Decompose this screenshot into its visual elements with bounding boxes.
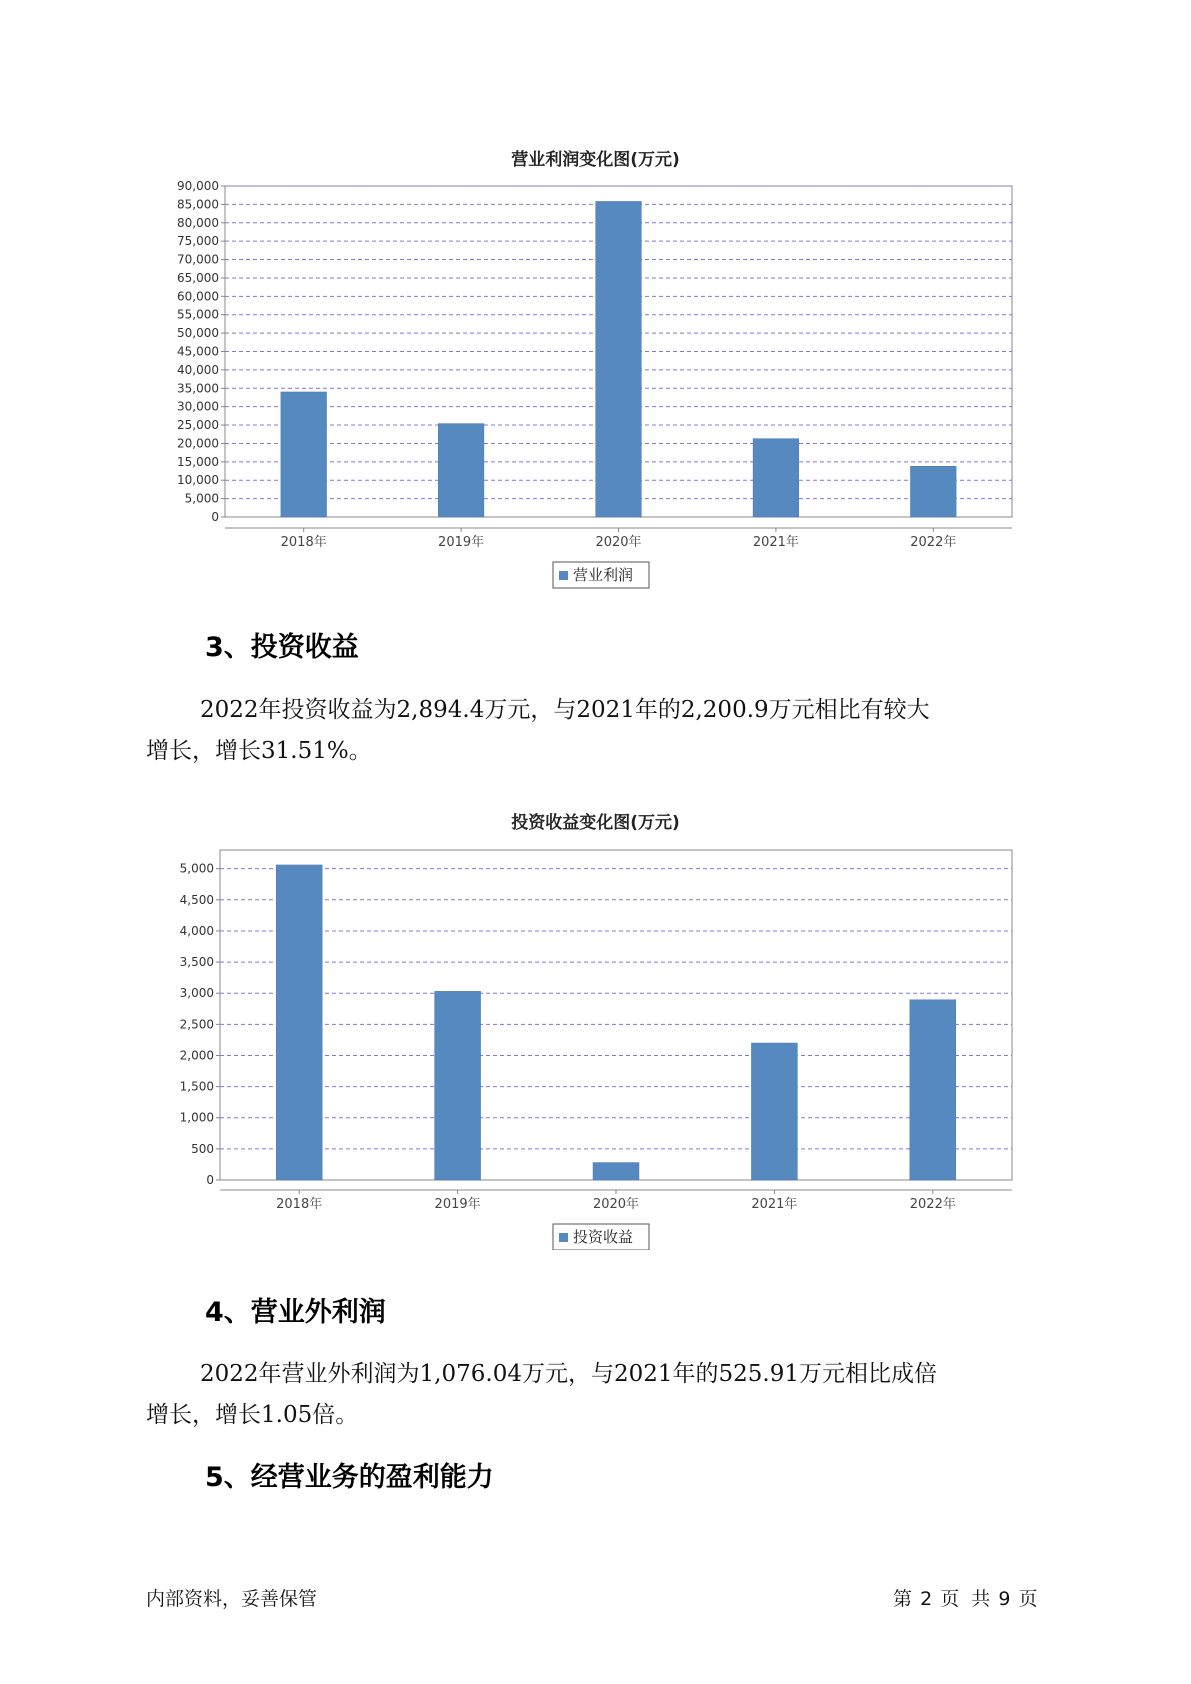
investment-income-chart: [0, 840, 1191, 1250]
y-tick-label: 55,000: [177, 307, 219, 322]
y-tick-label: 5,000: [184, 491, 219, 506]
y-tick-label: 4,000: [179, 923, 214, 938]
operating-profit-chart: [0, 170, 1191, 590]
legend-swatch: [559, 571, 568, 580]
paragraph-investment-income: [146, 690, 1051, 772]
bar-2018年: [281, 392, 327, 517]
y-tick-label: 10,000: [177, 473, 219, 488]
y-tick-label: 70,000: [177, 252, 219, 267]
y-tick-label: 50,000: [177, 326, 219, 341]
y-tick-label: 80,000: [177, 215, 219, 230]
legend-label: 投资收益: [573, 1228, 634, 1246]
section-heading-profitability: 5、经营业务的盈利能力: [205, 1462, 494, 1493]
bar-2021年: [753, 439, 799, 517]
y-tick-label: 15,000: [177, 454, 219, 469]
section-heading-non-operating-profit: 4、营业外利润: [205, 1297, 386, 1328]
paragraph-line: 增长，增长1.05倍。: [146, 1402, 359, 1428]
bar-2020年: [593, 1163, 639, 1180]
page-label-suffix: 页: [1018, 1588, 1038, 1610]
section-heading-investment-income: 3、投资收益: [205, 632, 359, 663]
bar-2022年: [910, 1000, 956, 1180]
chart-title-operating-profit: 营业利润变化图(万元): [511, 150, 680, 170]
y-tick-label: 60,000: [177, 289, 219, 304]
chart-title-investment-income: 投资收益变化图(万元): [511, 813, 680, 833]
x-tick-label: 2020年: [592, 1197, 640, 1212]
y-tick-label: 1,500: [179, 1079, 214, 1094]
y-tick-label: 20,000: [177, 436, 219, 451]
y-tick-label: 4,500: [179, 892, 214, 907]
bar-2022年: [910, 466, 956, 517]
y-tick-label: 40,000: [177, 362, 219, 377]
x-tick-label: 2022年: [909, 1197, 956, 1212]
x-tick-label: 2019年: [434, 1197, 481, 1212]
y-tick-label: 75,000: [177, 234, 219, 249]
x-tick-label: 2020年: [595, 535, 642, 550]
x-tick-label: 2018年: [280, 535, 327, 550]
paragraph-line: 2022年营业外利润为1,076.04万元，与2021年的525.91万元相比成倍: [200, 1361, 937, 1387]
y-tick-label: 0: [206, 1173, 214, 1187]
page-current: 2: [920, 1588, 933, 1610]
x-tick-label: 2021年: [751, 1197, 798, 1212]
y-tick-label: 85,000: [177, 197, 219, 212]
bar-2019年: [438, 424, 484, 517]
bar-2019年: [435, 991, 481, 1180]
y-tick-label: 3,500: [179, 955, 214, 970]
footer-confidential-note: 内部资料，妥善保管: [146, 1588, 318, 1610]
y-tick-label: 35,000: [177, 381, 219, 396]
paragraph-non-operating-profit: [146, 1354, 1051, 1436]
bar-2018年: [276, 865, 322, 1180]
x-tick-label: 2019年: [438, 535, 485, 550]
paragraph-line: 2022年投资收益为2,894.4万元，与2021年的2,200.9万元相比有较大: [200, 697, 930, 723]
y-tick-label: 2,000: [179, 1048, 214, 1063]
y-tick-label: 3,000: [179, 986, 214, 1001]
y-tick-label: 500: [191, 1141, 214, 1156]
footer-page-number: [893, 1584, 1040, 1611]
x-tick-label: 2018年: [276, 1197, 323, 1212]
x-tick-label: 2022年: [910, 535, 957, 550]
legend-label: 营业利润: [573, 566, 634, 584]
y-tick-label: 0: [211, 510, 219, 524]
y-tick-label: 65,000: [177, 270, 219, 285]
paragraph-line: 增长，增长31.51%。: [146, 738, 372, 764]
y-tick-label: 90,000: [177, 179, 219, 193]
page-label-mid: 页 共: [940, 1588, 991, 1610]
legend-swatch: [559, 1233, 568, 1242]
page-label-prefix: 第: [893, 1588, 913, 1610]
y-tick-label: 25,000: [177, 418, 219, 433]
bar-2021年: [751, 1043, 797, 1180]
y-tick-label: 5,000: [179, 861, 214, 876]
y-tick-label: 30,000: [177, 399, 219, 414]
x-tick-label: 2021年: [752, 535, 799, 550]
bar-2020年: [596, 201, 642, 517]
y-tick-label: 1,000: [179, 1110, 214, 1125]
page-total: 9: [998, 1588, 1011, 1610]
y-tick-label: 2,500: [179, 1017, 214, 1032]
y-tick-label: 45,000: [177, 344, 219, 359]
